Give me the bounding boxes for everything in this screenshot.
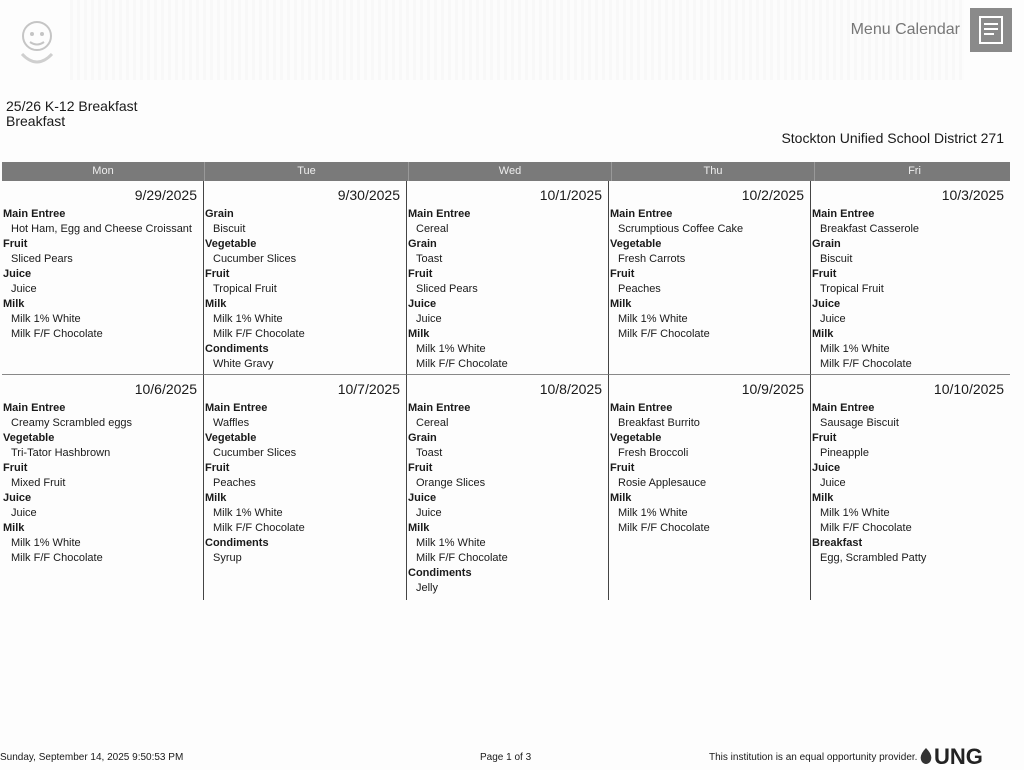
day-cell (204, 375, 407, 600)
menu-category: Main Entree (3, 208, 66, 220)
menu-category: Main Entree (812, 208, 875, 220)
menu-item: Cereal (416, 223, 449, 235)
day-date: 9/30/2025 (337, 187, 400, 203)
menu-category: Juice (408, 298, 437, 310)
day-cell (407, 375, 609, 600)
menu-item: Juice (820, 313, 846, 325)
day-cell (407, 181, 609, 375)
menu-category: Grain (408, 432, 437, 444)
menu-item: Biscuit (213, 223, 246, 235)
menu-item: Milk 1% White (213, 507, 283, 519)
menu-item: Milk F/F Chocolate (213, 328, 305, 340)
menu-calendar-label[interactable]: Menu Calendar (850, 21, 960, 38)
menu-item: Pineapple (820, 447, 869, 459)
menu-category: Grain (408, 238, 437, 250)
menu-category: Milk (610, 492, 632, 504)
menu-item: Fresh Broccoli (618, 447, 689, 459)
menu-item: Milk 1% White (11, 537, 81, 549)
weekday-header-row (2, 162, 1010, 181)
menu-category: Milk (610, 298, 632, 310)
menu-type: Breakfast (6, 113, 66, 129)
menu-item: Tri-Tator Hashbrown (11, 447, 111, 459)
menu-item: Scrumptious Coffee Cake (618, 223, 744, 235)
menu-category: Juice (812, 462, 841, 474)
usda-logo (918, 744, 983, 770)
menu-category: Main Entree (610, 208, 673, 220)
menu-item: Milk 1% White (213, 313, 283, 325)
menu-category: Main Entree (205, 402, 268, 414)
menu-category: Fruit (610, 462, 635, 474)
menu-category: Main Entree (408, 208, 471, 220)
menu-item: Peaches (618, 283, 661, 295)
menu-item: Juice (416, 313, 442, 325)
menu-item: Milk 1% White (416, 343, 486, 355)
menu-item: Syrup (213, 552, 242, 564)
menu-item: Juice (11, 283, 37, 295)
menu-item: Milk F/F Chocolate (820, 358, 912, 370)
menu-item: Breakfast Burrito (618, 417, 700, 429)
weekday-header: Tue (205, 162, 409, 181)
menu-item: Tropical Fruit (820, 283, 884, 295)
menu-item: Hot Ham, Egg and Cheese Croissant (11, 223, 192, 235)
menu-item: Milk F/F Chocolate (213, 522, 305, 534)
weekday-header: Mon (2, 162, 205, 181)
menu-item: Peaches (213, 477, 256, 489)
menu-category: Main Entree (3, 402, 66, 414)
school-district-logo (12, 14, 62, 70)
menu-category: Milk (205, 492, 227, 504)
menu-item: Mixed Fruit (11, 477, 66, 489)
day-cell (2, 181, 204, 375)
menu-category: Juice (3, 492, 32, 504)
header-background (70, 0, 964, 80)
menu-category: Vegetable (205, 238, 257, 250)
day-date: 10/1/2025 (539, 187, 602, 203)
menu-category: Vegetable (3, 432, 55, 444)
menu-item: Milk F/F Chocolate (820, 522, 912, 534)
menu-category: Fruit (408, 268, 433, 280)
day-date: 10/6/2025 (134, 381, 197, 397)
menu-item: Juice (416, 507, 442, 519)
menu-item: Toast (416, 447, 443, 459)
menu-item: Egg, Scrambled Patty (820, 552, 927, 564)
page-number: Page 1 of 3 (480, 752, 532, 763)
menu-category: Condiments (205, 343, 269, 355)
weekday-header: Wed (409, 162, 612, 181)
menu-category: Milk (3, 298, 25, 310)
menu-category: Fruit (610, 268, 635, 280)
menu-item: Toast (416, 253, 443, 265)
day-date: 10/10/2025 (933, 381, 1004, 397)
menu-item: Milk 1% White (416, 537, 486, 549)
menu-item: Jelly (416, 582, 439, 594)
document-icon[interactable] (970, 8, 1012, 52)
menu-category: Fruit (205, 268, 230, 280)
print-timestamp: Sunday, September 14, 2025 9:50:53 PM (0, 752, 184, 763)
menu-category: Milk (408, 328, 430, 340)
menu-category: Grain (812, 238, 841, 250)
day-cell (811, 181, 1010, 375)
menu-item: Sliced Pears (416, 283, 478, 295)
menu-category: Milk (812, 328, 834, 340)
week-row (2, 181, 1010, 375)
weekday-header: Fri (908, 165, 921, 177)
day-date: 10/7/2025 (337, 381, 400, 397)
day-cell (2, 375, 204, 600)
menu-category: Milk (408, 522, 430, 534)
menu-item: Orange Slices (416, 477, 486, 489)
menu-category: Vegetable (610, 238, 662, 250)
menu-item: Milk F/F Chocolate (11, 328, 103, 340)
menu-category: Fruit (3, 462, 28, 474)
menu-item: Juice (820, 477, 846, 489)
weekday-header: Thu (612, 162, 815, 181)
day-cell (204, 181, 407, 375)
menu-category: Main Entree (812, 402, 875, 414)
menu-item: Milk F/F Chocolate (11, 552, 103, 564)
menu-item: Milk F/F Chocolate (416, 552, 508, 564)
menu-category: Juice (3, 268, 32, 280)
menu-category: Grain (205, 208, 234, 220)
menu-category: Main Entree (610, 402, 673, 414)
menu-category: Fruit (812, 432, 837, 444)
menu-item: Milk 1% White (820, 343, 890, 355)
menu-category: Condiments (408, 567, 472, 579)
menu-item: Waffles (213, 417, 250, 429)
day-date: 10/8/2025 (539, 381, 602, 397)
menu-item: Biscuit (820, 253, 853, 265)
day-date: 10/9/2025 (741, 381, 804, 397)
menu-item: Milk 1% White (820, 507, 890, 519)
menu-category: Breakfast (812, 537, 863, 549)
menu-item: Milk 1% White (618, 507, 688, 519)
day-cell (609, 375, 811, 600)
day-cell (811, 375, 1010, 600)
menu-item: Rosie Applesauce (618, 477, 707, 489)
day-cell (609, 181, 811, 375)
day-date: 10/2/2025 (741, 187, 804, 203)
day-date: 10/3/2025 (941, 187, 1004, 203)
menu-item: Fresh Carrots (618, 253, 686, 265)
menu-item: Tropical Fruit (213, 283, 277, 295)
menu-category: Fruit (408, 462, 433, 474)
menu-item: Breakfast Casserole (820, 223, 920, 235)
menu-item: Sliced Pears (11, 253, 73, 265)
menu-item: Juice (11, 507, 37, 519)
menu-item: Milk F/F Chocolate (618, 522, 710, 534)
menu-category: Vegetable (610, 432, 662, 444)
menu-item: Milk F/F Chocolate (618, 328, 710, 340)
menu-category: Main Entree (408, 402, 471, 414)
menu-category: Fruit (812, 268, 837, 280)
menu-item: Creamy Scrambled eggs (11, 417, 133, 429)
menu-item: Milk F/F Chocolate (416, 358, 508, 370)
menu-category: Juice (812, 298, 841, 310)
menu-category: Vegetable (205, 432, 257, 444)
day-date: 9/29/2025 (134, 187, 197, 203)
week-row (2, 375, 1010, 600)
district-name: Stockton Unified School District 271 (781, 130, 1004, 146)
menu-item: Milk 1% White (11, 313, 81, 325)
menu-category: Condiments (205, 537, 269, 549)
menu-item: Cucumber Slices (213, 447, 297, 459)
menu-item: Milk 1% White (618, 313, 688, 325)
menu-category: Milk (205, 298, 227, 310)
menu-item: Sausage Biscuit (820, 417, 899, 429)
menu-item: Cereal (416, 417, 449, 429)
menu-name: 25/26 K-12 Breakfast (6, 98, 138, 114)
menu-category: Juice (408, 492, 437, 504)
menu-category: Milk (3, 522, 25, 534)
usda-logo-text: UNG (934, 744, 983, 769)
menu-item: White Gravy (213, 358, 274, 370)
menu-title (6, 99, 138, 129)
menu-category: Fruit (205, 462, 230, 474)
menu-category: Fruit (3, 238, 28, 250)
menu-category: Milk (812, 492, 834, 504)
equal-opportunity-notice: This institution is an equal opportunity provider. (709, 752, 918, 763)
menu-calendar-grid (2, 162, 1010, 600)
menu-item: Cucumber Slices (213, 253, 297, 265)
